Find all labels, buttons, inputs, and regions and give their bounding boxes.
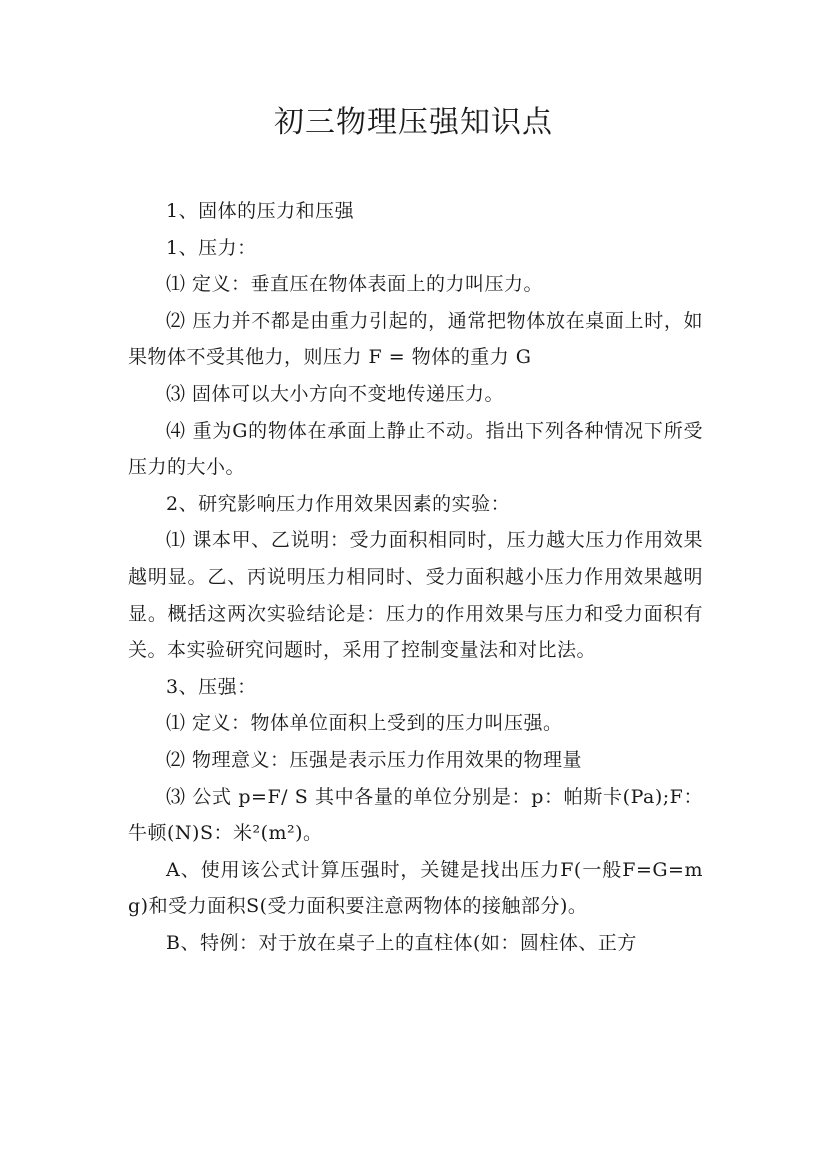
- paragraph-section-1-heading: 1、固体的压力和压强: [166, 200, 355, 222]
- paragraph-experiment-conclusion: ⑴ 课本甲、乙说明：受力面积相同时，压力越大压力作用效果越明显。乙、丙说明压力相同时、受力面积越小压力作用效果越明显。概括这两次实验结论是：压力的作用效果与压力和受力面积有关。本实验研究问题时，采用了控制变量法和对比法。: [128, 529, 703, 662]
- paragraph-section-2-heading: 2、研究影响压力作用效果因素的实验：: [166, 492, 511, 515]
- paragraph-formula-usage: A、使用该公式计算压强时，关键是找出压力F(一般F=G=mg)和受力面积S(受力面积要注意两物体的接触部分)。: [128, 858, 703, 918]
- paragraph-physical-meaning: ⑵ 物理意义：压强是表示压力作用效果的物理量: [166, 748, 583, 771]
- paragraph-pressure-definition: ⑴ 定义：垂直压在物体表面上的力叫压力。: [166, 273, 544, 296]
- paragraph-pressure-gravity: ⑵ 压力并不都是由重力引起的，通常把物体放在桌面上时，如果物体不受其他力，则压力 F = 物体的重力 G: [128, 309, 703, 369]
- document-body: [128, 193, 703, 961]
- paragraph-pressure-cases: ⑷ 重为G的物体在承面上静止不动。指出下列各种情况下所受压力的大小。: [128, 419, 703, 479]
- paragraph-pressure-strength-definition: ⑴ 定义：物体单位面积上受到的压力叫压强。: [166, 712, 563, 735]
- paragraph-special-case: B、特例：对于放在桌子上的直柱体(如：圆柱体、正方: [166, 931, 637, 954]
- paragraph-pressure-heading: 1、压力：: [166, 236, 257, 259]
- paragraph-pressure-transmit: ⑶ 固体可以大小方向不变地传递压力。: [166, 382, 505, 405]
- document-title: 初三物理压强知识点: [274, 105, 553, 140]
- paragraph-section-3-heading: 3、压强：: [166, 675, 257, 698]
- paragraph-formula: ⑶ 公式 p=F/ S 其中各量的单位分别是：p：帕斯卡(Pa);F：牛顿(N)S：米²(m²)。: [128, 785, 703, 845]
